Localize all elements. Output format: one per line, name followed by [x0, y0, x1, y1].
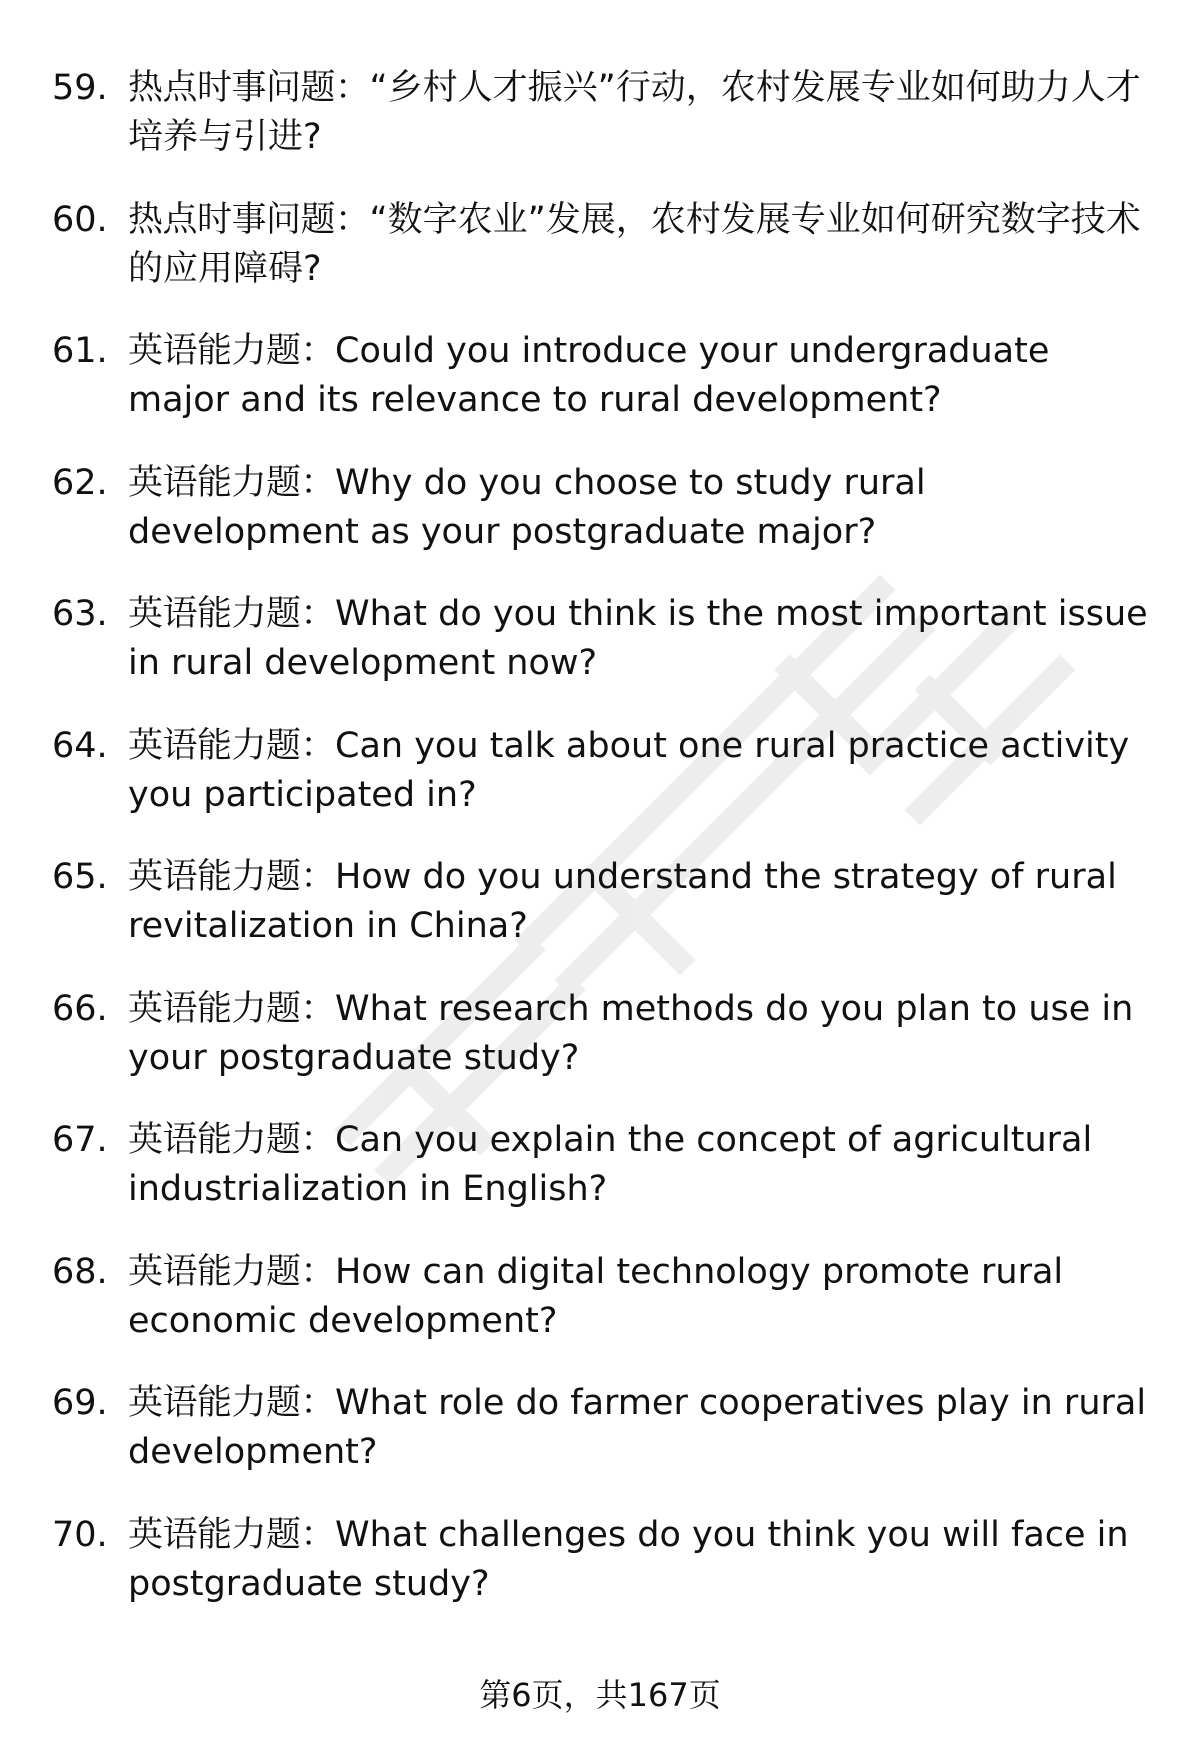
question-item [0, 1503, 1200, 1635]
question-body: What research methods do you plan to use in your postgraduate study? [128, 988, 1134, 1078]
question-body: What do you think is the most important issue in rural development now? [128, 594, 1148, 683]
question-number: 65. [52, 857, 108, 897]
question-item [0, 1371, 1200, 1503]
question-item [0, 714, 1200, 846]
question-text-block [128, 722, 1153, 820]
question-list [0, 56, 1200, 1634]
question-category: 英语能力题： [128, 1120, 336, 1160]
question-item [0, 319, 1200, 451]
question-item [0, 188, 1200, 320]
question-text-block [128, 459, 1153, 557]
question-number: 63. [52, 594, 108, 634]
question-text-block [128, 985, 1153, 1083]
question-category: 热点时事问题： [128, 68, 370, 108]
question-number: 69. [52, 1383, 108, 1423]
question-body: How can digital technology promote rural economic development? [128, 1251, 1064, 1341]
question-item [0, 845, 1200, 977]
question-category: 英语能力题： [128, 594, 336, 634]
question-body: Could you introduce your undergraduate major and its relevance to rural development? [128, 331, 1050, 420]
question-text-block [128, 64, 1153, 162]
question-text-block [128, 1248, 1153, 1346]
question-text-block [128, 1379, 1153, 1477]
page-footer: 第6页，共167页 [479, 1676, 721, 1714]
question-item [0, 582, 1200, 714]
question-body: What role do farmer cooperatives play in rural development? [128, 1383, 1147, 1472]
question-category: 英语能力题： [128, 725, 336, 766]
question-body: Can you talk about one rural practice activity you participated in? [128, 725, 1130, 815]
question-number: 67. [52, 1120, 108, 1160]
question-text-block [128, 853, 1153, 951]
question-number: 66. [52, 988, 108, 1029]
question-item [0, 56, 1200, 188]
question-category: 英语能力题： [128, 857, 336, 897]
question-body: “乡村人才振兴”行动，农村发展专业如何助力人才培养与引进? [128, 68, 1141, 157]
question-category: 英语能力题： [128, 988, 336, 1029]
question-number: 62. [52, 462, 108, 503]
question-number: 68. [52, 1251, 108, 1292]
question-category: 英语能力题： [128, 1514, 336, 1555]
question-number: 70. [52, 1514, 108, 1555]
question-text-block [128, 1511, 1153, 1609]
question-item [0, 1240, 1200, 1372]
question-item [0, 1108, 1200, 1240]
question-category: 英语能力题： [128, 1251, 336, 1292]
question-body: What challenges do you think you will face in postgraduate study? [128, 1514, 1129, 1604]
question-body: How do you understand the strategy of rural revitalization in China? [128, 857, 1117, 946]
question-category: 英语能力题： [128, 462, 336, 503]
question-item [0, 977, 1200, 1109]
question-number: 60. [52, 199, 108, 240]
question-number: 64. [52, 725, 108, 766]
question-body: Why do you choose to study rural development as your postgraduate major? [128, 462, 926, 552]
question-item [0, 451, 1200, 583]
question-number: 59. [52, 68, 108, 108]
question-text-block [128, 1116, 1153, 1214]
question-body: “数字农业”发展，农村发展专业如何研究数字技术的应用障碍? [128, 199, 1141, 289]
question-body: Can you explain the concept of agricultural industrialization in English? [128, 1120, 1093, 1209]
question-category: 英语能力题： [128, 1383, 336, 1423]
question-text-block [128, 327, 1153, 425]
question-category: 英语能力题： [128, 331, 336, 371]
question-number: 61. [52, 331, 108, 371]
question-category: 热点时事问题： [128, 199, 370, 240]
question-text-block [128, 590, 1153, 688]
question-text-block [128, 196, 1153, 294]
